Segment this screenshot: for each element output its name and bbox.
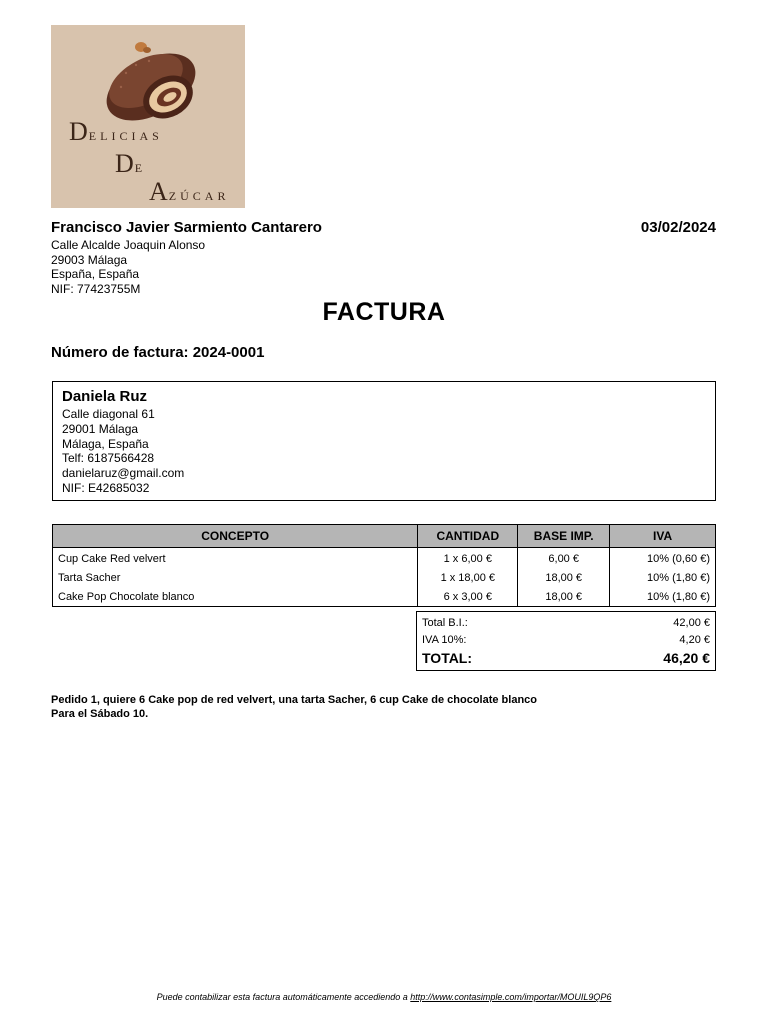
document-title: FACTURA: [322, 298, 446, 326]
cell-base: 6,00 €: [518, 548, 610, 569]
grand-total-value: 46,20 €: [663, 650, 710, 666]
seller-postal-city: 29003 Málaga: [51, 252, 128, 267]
client-email: danielaruz@gmail.com: [62, 466, 185, 481]
client-address: Calle diagonal 61: [62, 407, 155, 421]
grand-total-label: TOTAL:: [422, 650, 473, 666]
cell-base: 18,00 €: [518, 568, 610, 587]
invoice-date: 03/02/2024: [640, 219, 716, 236]
cell-quantity: 6 x 3,00 €: [418, 587, 518, 607]
seller-address-block: [51, 238, 205, 296]
cell-quantity: 1 x 6,00 €: [418, 548, 518, 569]
logo-text-line-3: AZÚCAR: [149, 177, 230, 206]
logo-text-line-1: DELICIAS: [69, 117, 163, 146]
client-name: Daniela Ruz: [62, 388, 148, 405]
client-box: [52, 381, 716, 501]
header-concept: CONCEPTO: [53, 525, 418, 548]
company-logo: [51, 25, 245, 208]
logo-text-line-2: DE: [115, 149, 147, 178]
grand-total-row: [422, 650, 710, 666]
table-row: [53, 587, 716, 607]
client-region-country: Málaga, España: [62, 436, 149, 451]
table-header-row: [53, 525, 716, 548]
table-row: [53, 568, 716, 587]
total-bi-row: [422, 617, 710, 629]
seller-name: Francisco Javier Sarmiento Cantarero: [51, 219, 322, 236]
total-bi-label: Total B.I.:: [422, 617, 468, 629]
invoice-number: Número de factura: 2024-0001: [51, 344, 265, 361]
cell-concept: Cake Pop Chocolate blanco: [53, 587, 418, 607]
footer-link[interactable]: http://www.contasimple.com/importar/MOUIL9QP6: [410, 992, 612, 1002]
footer-text: Puede contabilizar esta factura automáticamente accediendo a: [156, 992, 411, 1002]
footer-note: [0, 992, 768, 1002]
header-base: BASE IMP.: [518, 525, 610, 548]
notes-line-1: Pedido 1, quiere 6 Cake pop de red velvert, una tarta Sacher, 6 cup Cake de chocolate blanco: [51, 694, 538, 706]
order-notes: [51, 693, 537, 721]
client-phone: Telf: 6187566428: [62, 451, 155, 466]
table-row: [53, 548, 716, 569]
header-quantity: CANTIDAD: [418, 525, 518, 548]
total-iva-label: IVA 10%:: [422, 634, 467, 646]
cell-concept: Tarta Sacher: [53, 568, 418, 587]
client-nif: NIF: E42685032: [62, 480, 150, 495]
cell-base: 18,00 €: [518, 587, 610, 607]
cell-iva: 10% (0,60 €): [610, 548, 716, 569]
cell-iva: 10% (1,80 €): [610, 587, 716, 607]
client-details: [62, 407, 184, 496]
cell-concept: Cup Cake Red velvert: [53, 548, 418, 569]
seller-address: Calle Alcalde Joaquin Alonso: [51, 238, 206, 252]
totals-box: [416, 611, 716, 671]
items-table: [52, 524, 716, 607]
total-iva-value: 4,20 €: [679, 634, 710, 646]
cell-quantity: 1 x 18,00 €: [418, 568, 518, 587]
header-iva: IVA: [610, 525, 716, 548]
notes-line-2: Para el Sábado 10.: [51, 708, 149, 720]
total-iva-row: [422, 634, 710, 646]
cell-iva: 10% (1,80 €): [610, 568, 716, 587]
seller-nif: NIF: 77423755M: [51, 281, 141, 296]
client-postal-city: 29001 Málaga: [62, 421, 139, 436]
total-bi-value: 42,00 €: [673, 617, 710, 629]
seller-region-country: España, España: [51, 267, 140, 281]
